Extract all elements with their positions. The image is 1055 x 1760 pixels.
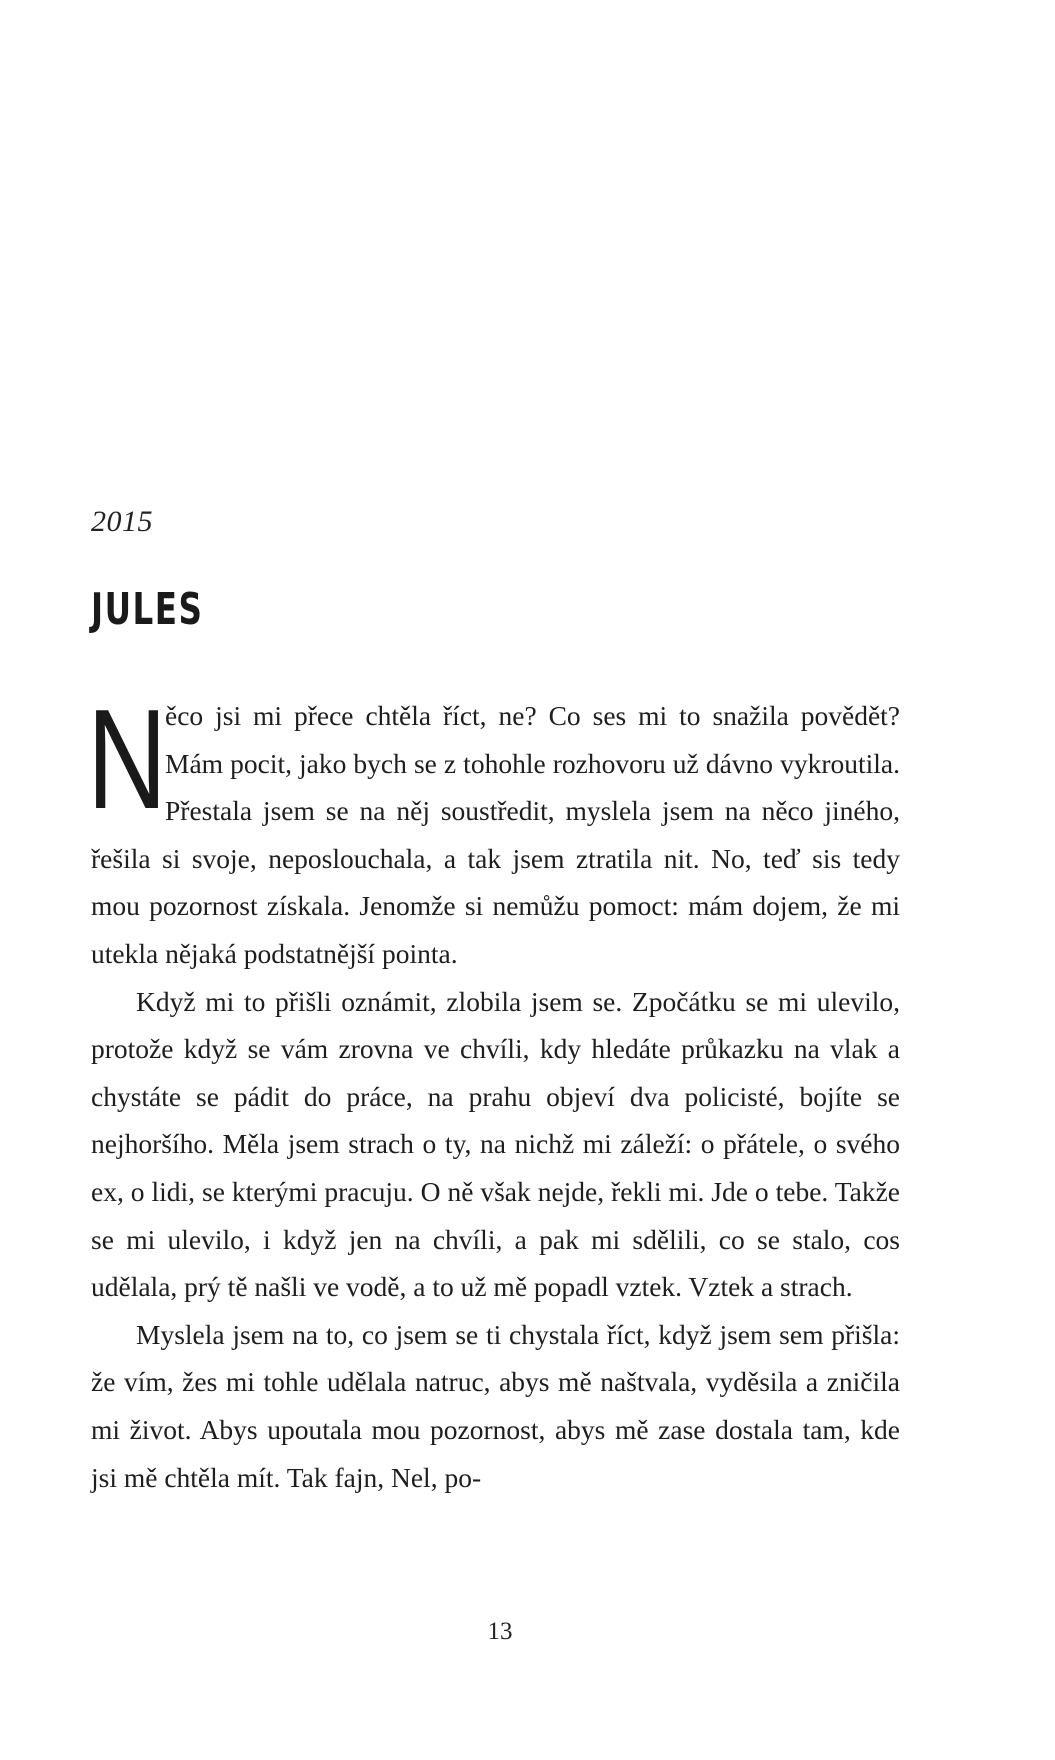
- paragraph-1-text: ěco jsi mi přece chtěla říct, ne? Co ses mi to snažila povědět? Mám pocit, jako bych se z tohohle rozhovoru už dávno vykroutila. Přestala jsem se na něj soustředit, myslela jsem na něco jiného, řešila si svoje, neposlouchala, a tak jsem ztratila nit. No, teď sis tedy mou pozornost získala. Jenomže si nemůžu pomoct: mám dojem, že mi utekla nějaká podstatnější pointa.: [91, 700, 900, 969]
- chapter-year: 2015: [91, 505, 153, 538]
- paragraph-2: Když mi to přišli oznámit, zlobila jsem se. Zpočátku se mi ulevilo, protože když se vám zrovna ve chvíli, kdy hledáte průkazku na vlak a chystáte se pádit do práce, na prahu objeví dva policisté, bojíte se nejhoršího. Měla jsem strach o ty, na nichž mi záleží: o přátele, o svého ex, o lidi, se kterými pracuju. O ně však nejde, řekli mi. Jde o tebe. Takže se mi ulevilo, i když jen na chvíli, a pak mi sdělili, co se stalo, cos udělala, prý tě našli ve vodě, a to už mě popadl vztek. Vztek a strach.: [91, 985, 900, 1303]
- paragraph-3: Myslela jsem na to, co jsem se ti chystala říct, když jsem sem přišla: že vím, žes mi tohle udělala natruc, abys mě naštvala, vyděsila a zničila mi život. Abys upoutala mou pozornost, abys mě zase dostala tam, kde jsi mě chtěla mít. Tak fajn, Nel, po-: [91, 1318, 900, 1493]
- chapter-text: [87, 680, 900, 1501]
- chapter-title: JULES: [91, 584, 204, 635]
- paragraph-1: [87, 680, 900, 978]
- page-number: 13: [487, 1618, 513, 1645]
- drop-cap: N: [87, 680, 167, 839]
